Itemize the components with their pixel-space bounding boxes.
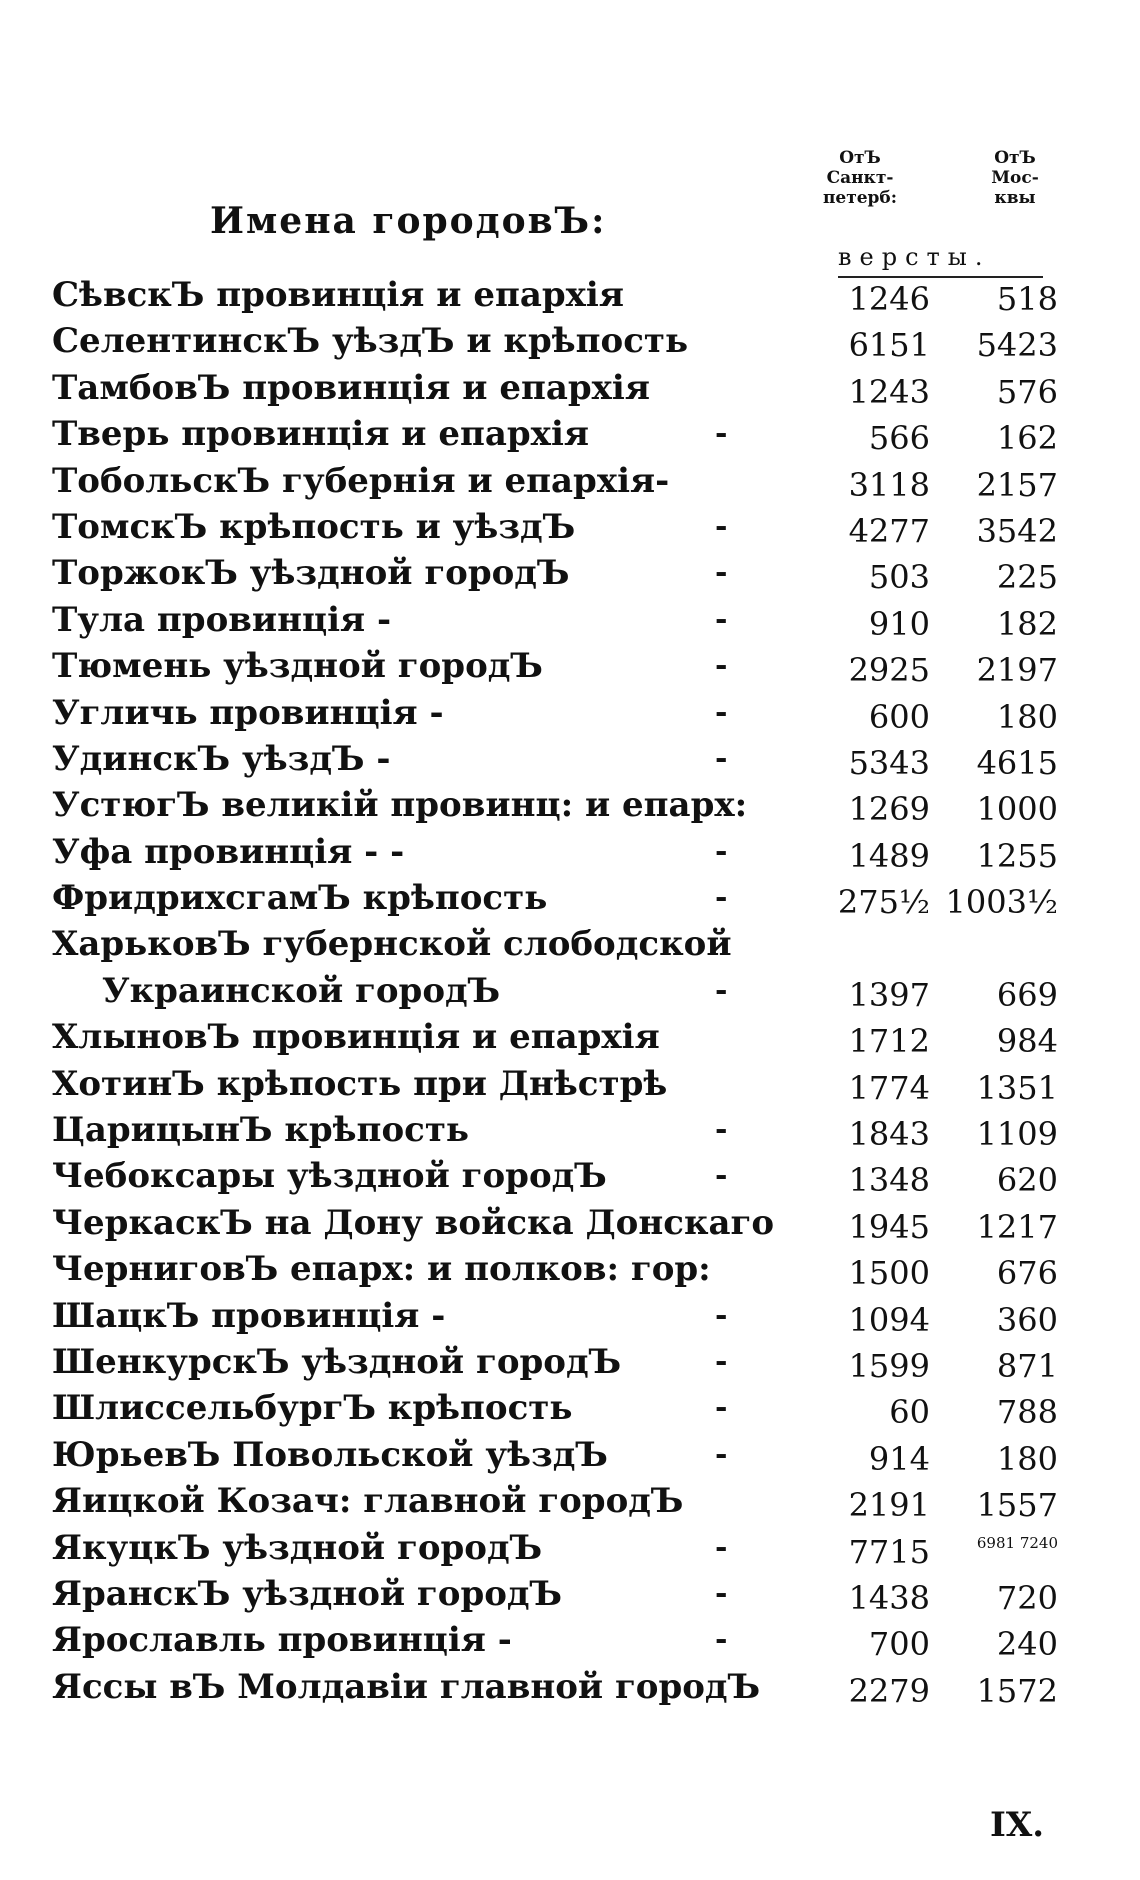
distance-from-moscow: 720 [996,1578,1058,1617]
distance-from-petersburg: 1945 [848,1207,930,1246]
table-row [0,690,1140,736]
distance-from-petersburg: 1712 [848,1022,930,1061]
distance-from-petersburg: 1348 [848,1161,930,1200]
table-row [0,1432,1140,1478]
table-row [0,458,1140,504]
distance-from-petersburg: 275½ [837,883,930,922]
table-row [0,643,1140,689]
city-name: ЯранскЪ уѣздной городЪ [52,1573,563,1614]
distance-from-petersburg: 1774 [848,1068,930,1107]
table-row [0,597,1140,643]
leader-dash: - [715,972,728,1008]
distance-from-petersburg: 5343 [848,743,930,782]
leader-dash: - [715,694,728,730]
distance-from-moscow: 182 [996,604,1058,643]
leader-dash: - [715,601,728,637]
leader-dash: - [715,508,728,544]
distance-from-moscow: 871 [996,1346,1058,1385]
distance-from-moscow: 180 [996,697,1058,736]
distance-from-petersburg: 7715 [848,1532,930,1571]
distance-from-petersburg: 2925 [848,651,930,690]
table-row [0,1478,1140,1524]
city-name: УстюгЪ великій провинц: и епарх: [52,785,748,826]
table-row [0,968,1140,1014]
city-name: ХарьковЪ губернской слободской [52,924,732,965]
distance-from-petersburg: 2191 [848,1486,930,1525]
table-row [0,1385,1140,1431]
leader-dash: - [715,1622,728,1658]
distance-from-moscow: 180 [996,1439,1058,1478]
distance-from-moscow: 1557 [976,1486,1058,1525]
distance-from-petersburg: 1269 [848,790,930,829]
distance-from-petersburg: 910 [868,604,930,643]
city-name: Ярославль провинція - [52,1620,512,1661]
table-row [0,504,1140,550]
distance-from-moscow: 1109 [976,1115,1058,1154]
distance-from-moscow: 518 [996,280,1058,318]
table-row [0,1525,1140,1571]
distance-from-petersburg: 3118 [848,465,930,504]
table-row [0,1200,1140,1246]
city-name: ТомскЪ крѣпость и уѣздЪ [52,506,576,547]
table-row [0,736,1140,782]
city-name: ЯкуцкЪ уѣздной городЪ [52,1527,543,1568]
distance-from-moscow: 2197 [976,651,1058,690]
distance-from-petersburg: 60 [889,1393,930,1432]
distance-from-petersburg: 1500 [848,1254,930,1293]
table-row [0,318,1140,364]
distance-from-moscow: 1000 [976,790,1058,829]
distance-from-moscow: 1255 [976,836,1058,875]
distance-from-petersburg: 503 [868,558,930,597]
table-row [0,829,1140,875]
leader-dash: - [715,833,728,869]
leader-dash: - [715,555,728,591]
column-header-line: ОтЪ [839,148,881,168]
city-name: Яицкой Козач: главной городЪ [52,1481,684,1522]
distance-from-moscow: 240 [996,1625,1058,1664]
leader-dash: - [715,1112,728,1148]
city-name: Чебоксары уѣздной городЪ [52,1156,607,1197]
leader-dash: - [715,740,728,776]
distance-from-petersburg: 1094 [848,1300,930,1339]
city-name: Тюмень уѣздной городЪ [52,646,543,687]
distance-from-petersburg: 1397 [848,975,930,1014]
column-header-line: петерб: [822,188,898,208]
distance-from-petersburg: 1243 [848,372,930,411]
city-name: Тверь провинція и епархія [52,414,589,455]
city-name: Украинской городЪ [102,970,501,1011]
page-number: IX. [990,1805,1045,1845]
distance-from-moscow: 1003½ [945,883,1058,922]
city-name: ХотинЪ крѣпость при Днѣстрѣ [52,1063,668,1104]
city-name: Угличь провинція - [52,692,444,733]
city-name: ХлыновЪ провинція и епархія [52,1017,660,1058]
distance-from-petersburg: 1438 [848,1578,930,1617]
city-name: ЧеркаскЪ на Дону войска Донскаго [52,1202,775,1243]
units-label: версты. [838,243,991,271]
table-row [0,1664,1140,1710]
city-name: ШлиссельбургЪ крѣпость [52,1388,573,1429]
city-name: Тула провинція - [52,599,392,640]
table-row [0,1153,1140,1199]
city-name: Уфа провинція - - [52,831,405,872]
leader-dash: - [715,1297,728,1333]
distance-from-petersburg: 1489 [848,836,930,875]
leader-dash: - [715,416,728,452]
distance-from-petersburg: 700 [868,1625,930,1664]
column-header-line: Санкт- [826,168,894,188]
distance-from-moscow: 676 [996,1254,1058,1293]
leader-dash: - [715,1390,728,1426]
distance-from-petersburg: 566 [868,419,930,458]
distance-from-moscow: 1351 [976,1068,1058,1107]
table-row [0,1061,1140,1107]
city-name: СѣвскЪ провинція и епархія [52,275,624,315]
table-row [0,1246,1140,1292]
distance-from-moscow: 788 [996,1393,1058,1432]
distance-from-petersburg: 2279 [848,1671,930,1710]
distance-from-moscow: 984 [996,1022,1058,1061]
leader-dash: - [715,1158,728,1194]
city-name: ЧерниговЪ епарх: и полков: гор: [52,1249,711,1290]
table-row [0,1014,1140,1060]
city-name: СелентинскЪ уѣздЪ и крѣпость [52,321,689,362]
column-header-line: квы [994,188,1036,208]
table-row [0,1339,1140,1385]
table-row [0,1571,1140,1617]
table-row [0,1293,1140,1339]
table-row [0,921,1140,967]
leader-dash: - [715,1343,728,1379]
city-name: ШенкурскЪ уѣздной городЪ [52,1341,622,1382]
city-name: ЦарицынЪ крѣпость [52,1110,469,1151]
distance-from-petersburg: 1843 [848,1115,930,1154]
table-row [0,365,1140,411]
table-header [0,0,1140,280]
distance-from-moscow: 669 [996,975,1058,1014]
city-name: УдинскЪ уѣздЪ - [52,738,391,779]
distance-from-moscow: 162 [996,419,1058,458]
leader-dash: - [715,1575,728,1611]
column-header-from-petersburg [790,148,930,208]
table-title: Имена городовЪ: [210,200,607,242]
leader-dash: - [715,880,728,916]
distance-from-petersburg: 600 [868,697,930,736]
city-name: ТамбовЪ провинція и епархія [52,367,650,408]
city-name: ТоржокЪ уѣздной городЪ [52,553,570,594]
table-row [0,782,1140,828]
city-name: ТобольскЪ губернія и епархія- [52,460,670,501]
table-row [0,550,1140,596]
distance-from-moscow: 2157 [976,465,1058,504]
table-row [0,272,1140,318]
distance-from-moscow: 225 [996,558,1058,597]
table-row [0,875,1140,921]
city-name: ШацкЪ провинція - [52,1295,446,1336]
column-header-line: ОтЪ [994,148,1036,168]
distance-from-petersburg: 914 [868,1439,930,1478]
distance-from-moscow: 1572 [976,1671,1058,1710]
distance-from-moscow: 576 [996,372,1058,411]
leader-dash: - [715,1436,728,1472]
leader-dash: - [715,648,728,684]
distance-from-petersburg: 6151 [848,326,930,365]
table-row [0,411,1140,457]
distance-from-petersburg: 1599 [848,1346,930,1385]
table-row [0,1617,1140,1663]
column-header-line: Мос- [991,168,1039,188]
city-table [0,272,1140,1710]
distance-from-moscow: 6981 7240 [976,1533,1058,1552]
distance-from-moscow: 360 [996,1300,1058,1339]
distance-from-moscow: 4615 [976,743,1058,782]
distance-from-moscow: 1217 [976,1207,1058,1246]
distance-from-moscow: 3542 [976,511,1058,550]
leader-dash: - [715,1529,728,1565]
distance-from-petersburg: 4277 [848,511,930,550]
distance-from-moscow: 620 [996,1161,1058,1200]
column-header-from-moscow [960,148,1070,208]
city-name: Яссы вЪ Молдавіи главной городЪ [52,1666,761,1707]
distance-from-moscow: 5423 [976,326,1058,365]
distance-from-petersburg: 1246 [848,280,930,318]
table-row [0,1107,1140,1153]
city-name: ЮрьевЪ Повольской уѣздЪ [52,1434,608,1475]
city-name: ФридрихсгамЪ крѣпость [52,878,548,919]
